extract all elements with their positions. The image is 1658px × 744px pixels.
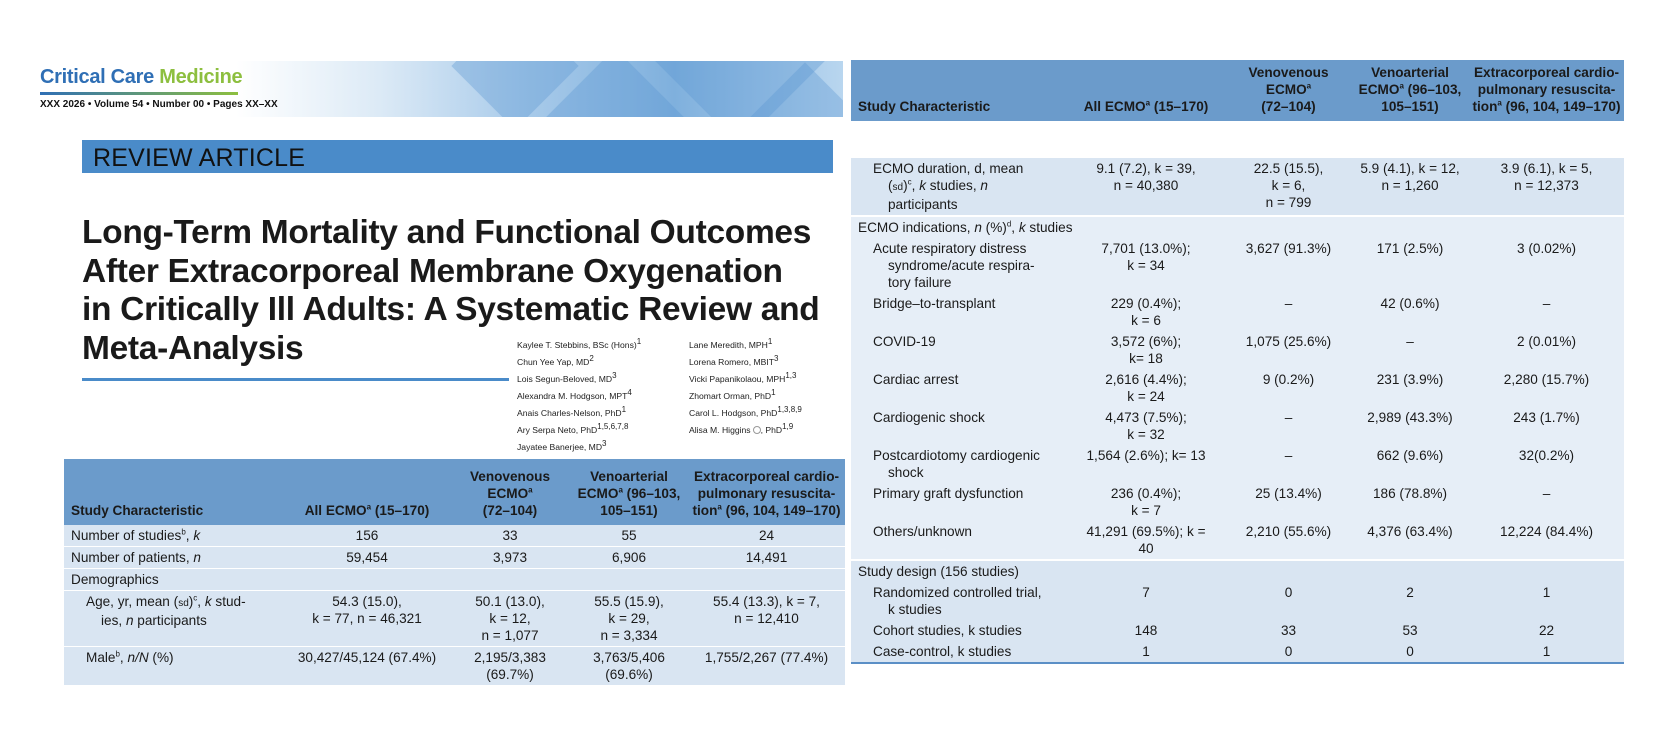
- text-span: syndrome/acute respira-: [888, 258, 1035, 273]
- author: [517, 354, 641, 371]
- text-span: ECMO duration, d, mean: [873, 161, 1024, 176]
- table-section-row: [851, 560, 1624, 582]
- italic-var: n/N: [127, 650, 149, 665]
- journal-logo: [40, 66, 242, 89]
- table-cell: [1066, 521, 1226, 560]
- table-cell: Cohort studies, k studies: [851, 620, 1066, 641]
- text-span: [873, 584, 1042, 618]
- text-line: k= 18: [1129, 351, 1163, 366]
- table-row: [64, 547, 845, 569]
- text-span: All ECMO: [1083, 99, 1146, 114]
- text-span: sd: [178, 598, 189, 609]
- text-line: n = 12,410: [734, 611, 799, 626]
- table-cell: 148: [1066, 620, 1226, 641]
- italic-var: k: [204, 594, 212, 609]
- text-span: Jayatee Banerjee, MD: [517, 442, 603, 452]
- text-span: Age, yr, mean (: [86, 594, 179, 609]
- table-cell: [1066, 483, 1226, 521]
- table-cell: –: [1351, 331, 1469, 369]
- text-line: k = 34: [1127, 258, 1165, 273]
- superscript: c: [907, 177, 912, 187]
- table-row: [851, 238, 1624, 293]
- table-cell: [64, 647, 284, 686]
- table-body: [851, 124, 1624, 663]
- text-span: [873, 240, 1035, 291]
- text-span: Acute respiratory distress: [873, 241, 1027, 256]
- table-cell: [1066, 407, 1226, 445]
- text-span: Venovenous: [469, 469, 551, 484]
- col-header-ecpr: [1469, 60, 1624, 124]
- table-cell: 1: [1469, 582, 1624, 620]
- table-head: [851, 60, 1624, 124]
- text-line: 55.5 (15.9),: [594, 594, 664, 609]
- table-row: [64, 525, 845, 547]
- table-cell: [570, 647, 688, 686]
- text-span: [873, 447, 1040, 481]
- text-line: 9.1 (7.2), k = 39,: [1096, 161, 1196, 176]
- text-span: pulmonary resuscita-: [697, 486, 836, 501]
- table-cell: Others/unknown: [851, 521, 1066, 560]
- text-span: (15–170): [371, 503, 430, 518]
- table-cell: [688, 647, 845, 686]
- text-line: 4,473 (7.5%);: [1105, 410, 1187, 425]
- table-cell: 1: [1066, 641, 1226, 663]
- table-cell: –: [1226, 293, 1351, 331]
- author-list-left: [517, 337, 641, 456]
- table-row: [851, 369, 1624, 407]
- text-line: 54.3 (15.0),: [332, 594, 402, 609]
- text-line: 236 (0.4%);: [1110, 486, 1182, 501]
- table-cell: [851, 158, 1066, 216]
- table-cell: [64, 591, 284, 647]
- text-line: (69.7%): [486, 667, 534, 682]
- table-cell: [851, 124, 1624, 158]
- table-cell: 186 (78.8%): [1351, 483, 1469, 521]
- text-span: k studies: [888, 602, 942, 617]
- text-line: (69.6%): [605, 667, 653, 682]
- text-line: n = 1,260: [1381, 178, 1439, 193]
- table-cell: [1469, 158, 1624, 216]
- text-span: ies,: [101, 613, 126, 628]
- text-span: ,: [197, 594, 205, 609]
- text-line: n = 1,077: [481, 628, 539, 643]
- col-header-vv-ecmo: [450, 459, 570, 525]
- col-header-study: Study Characteristic: [64, 459, 284, 525]
- table-cell: Demographics: [64, 569, 845, 591]
- table-cell: 14,491: [688, 547, 845, 569]
- table-row: [851, 641, 1624, 663]
- table-cell: 662 (9.6%): [1351, 445, 1469, 483]
- italic-var: n: [974, 220, 982, 235]
- text-line: 3.9 (6.1), k = 5,: [1500, 161, 1593, 176]
- col-header-va-ecmo: [1351, 60, 1469, 124]
- text-span: participants: [888, 197, 958, 212]
- superscript: c: [193, 593, 198, 603]
- author: [517, 371, 641, 388]
- table-spacer-row: [851, 124, 1624, 158]
- text-span: (96, 104, 149–170): [721, 503, 841, 518]
- superscript: a: [1145, 98, 1151, 108]
- text-span: (15–170): [1150, 99, 1209, 114]
- table-cell: [284, 591, 450, 647]
- text-line: 55.4 (13.3), k = 7,: [713, 594, 820, 609]
- col-header-study: Study Characteristic: [851, 60, 1066, 124]
- text-line: 7,701 (13.0%);: [1101, 241, 1191, 256]
- text-span: Number of studies: [71, 528, 182, 543]
- text-line: 5.9 (4.1), k = 12,: [1360, 161, 1460, 176]
- table-cell: 1,075 (25.6%): [1226, 331, 1351, 369]
- text-span: (72–104): [482, 503, 538, 518]
- superscript: 3: [612, 371, 617, 381]
- table-cell: 3,627 (91.3%): [1226, 238, 1351, 293]
- table-cell: 32(0.2%): [1469, 445, 1624, 483]
- table-cell: 231 (3.9%): [1351, 369, 1469, 407]
- table-cell: 0: [1226, 641, 1351, 663]
- table-cell: [851, 238, 1066, 293]
- author: [689, 422, 802, 439]
- logo-underline: [40, 92, 238, 95]
- text-line: 2,195/3,383: [474, 650, 546, 665]
- superscript: 1: [771, 388, 776, 398]
- table-cell: 3 (0.02%): [1469, 238, 1624, 293]
- table-cell: 4,376 (63.4%): [1351, 521, 1469, 560]
- col-header-all-ecmo: [1066, 60, 1226, 124]
- text-line: k = 12,: [489, 611, 531, 626]
- table-header-row: [851, 60, 1624, 124]
- text-line: Meta-Analysis: [82, 329, 304, 367]
- superscript: 2: [589, 354, 594, 364]
- text-span: (72–104): [1261, 99, 1316, 114]
- text-span: studies: [1025, 220, 1073, 235]
- superscript: 3: [774, 354, 779, 364]
- author: [517, 422, 641, 439]
- author: [689, 388, 802, 405]
- table-cell: 243 (1.7%): [1469, 407, 1624, 445]
- text-line: k = 24: [1127, 389, 1165, 404]
- text-line: k = 6: [1131, 313, 1161, 328]
- table-cell: 2,210 (55.6%): [1226, 521, 1351, 560]
- table-cell: 12,224 (84.4%): [1469, 521, 1624, 560]
- table-cell: Bridge–to-transplant: [851, 293, 1066, 331]
- text-span: Alexandra M. Hodgson, MPT: [517, 391, 628, 401]
- table-cell: 3,973: [450, 547, 570, 569]
- table-cell: 22: [1469, 620, 1624, 641]
- table-cell: –: [1469, 483, 1624, 521]
- superscript: 1,3,8,9: [777, 405, 802, 415]
- superscript: 4: [627, 388, 632, 398]
- table-cell: 2 (0.01%): [1469, 331, 1624, 369]
- table-section-row: [64, 569, 845, 591]
- text-span: ECMO indications,: [858, 220, 975, 235]
- text-span: ECMO: [487, 486, 529, 501]
- table-cell: 9 (0.2%): [1226, 369, 1351, 407]
- author-list-right: [689, 337, 802, 439]
- table-cell: Primary graft dysfunction: [851, 483, 1066, 521]
- table-cell: [1066, 369, 1226, 407]
- superscript: b: [115, 649, 120, 659]
- table-cell: [851, 216, 1624, 238]
- table-cell: 24: [688, 525, 845, 547]
- table-section-row: [851, 216, 1624, 238]
- text-span: studies,: [925, 178, 981, 193]
- text-span: (96, 104, 149–170): [1501, 99, 1621, 114]
- text-span: Medicine: [159, 66, 243, 88]
- text-span: Chun Yee Yap, MD: [517, 357, 590, 367]
- table-cell: Cardiogenic shock: [851, 407, 1066, 445]
- text-line: in Critically Ill Adults: A Systematic Review and: [82, 291, 820, 328]
- table-cell: 2,989 (43.3%): [1351, 407, 1469, 445]
- table-cell: [64, 547, 284, 569]
- superscript: a: [1306, 81, 1312, 91]
- table-cell: [851, 582, 1066, 620]
- col-header-va-ecmo: [570, 459, 688, 525]
- text-line: 30,427/45,124 (67.4%): [297, 650, 437, 665]
- text-line: n = 40,380: [1113, 178, 1179, 193]
- article-type-banner: [82, 140, 833, 173]
- table-cell: [450, 591, 570, 647]
- superscript: 1: [621, 405, 627, 415]
- table-row: [851, 407, 1624, 445]
- table-cell: 53: [1351, 620, 1469, 641]
- text-line: k = 7: [1131, 503, 1161, 518]
- text-span: (%): [981, 220, 1007, 235]
- table-cell: [1226, 158, 1351, 216]
- table-cell: –: [1226, 445, 1351, 483]
- text-span: Lane Meredith, MPH: [689, 340, 768, 350]
- table-cell: Study design (156 studies): [851, 560, 1624, 582]
- superscript: d: [1006, 219, 1012, 229]
- text-span: 105–151): [600, 503, 658, 518]
- table-row: [64, 591, 845, 647]
- superscript: a: [1399, 81, 1404, 91]
- text-line: n = 3,334: [600, 628, 658, 643]
- col-header-vv-ecmo: [1226, 60, 1351, 124]
- text-span: ECMO: [1265, 82, 1307, 97]
- table-row: [851, 293, 1624, 331]
- text-span: (96–103,: [622, 486, 681, 501]
- table-row: [64, 647, 845, 686]
- text-span: All ECMO: [304, 503, 367, 518]
- text-span: Zhomart Orman, PhD: [689, 391, 772, 401]
- text-line: 50.1 (13.0),: [475, 594, 545, 609]
- superscript: 1: [767, 337, 773, 347]
- author: [689, 405, 802, 422]
- superscript: a: [1497, 98, 1502, 108]
- superscript: a: [717, 502, 722, 512]
- table-row: [851, 582, 1624, 620]
- table-cell: 55: [570, 525, 688, 547]
- text-line: 22.5 (15.5),: [1253, 161, 1324, 176]
- text-span: Extracorporeal cardio-: [1473, 65, 1620, 80]
- table-row: [851, 521, 1624, 560]
- italic-var: k: [919, 178, 926, 193]
- text-span: Male: [86, 650, 116, 665]
- text-span: ECMO duration, d, mean (sd)$^c$, k studies, n participants: [873, 161, 1024, 212]
- table-cell: –: [1469, 293, 1624, 331]
- text-span: Ary Serpa Neto, PhD: [517, 425, 598, 435]
- table-row: [851, 158, 1624, 216]
- table-cell: 25 (13.4%): [1226, 483, 1351, 521]
- text-line: 3,763/5,406: [593, 650, 665, 665]
- text-span: ): [188, 594, 194, 609]
- text-span: Randomized controlled trial,: [873, 585, 1042, 600]
- text-span: stud-: [211, 594, 246, 609]
- table-cell: COVID-19: [851, 331, 1066, 369]
- table-cell: 0: [1226, 582, 1351, 620]
- text-span: participants: [133, 613, 207, 628]
- table-cell: 33: [1226, 620, 1351, 641]
- table-cell: [570, 591, 688, 647]
- table-cell: 0: [1351, 641, 1469, 663]
- text-span: (96–103,: [1403, 82, 1462, 97]
- table-cell: [450, 647, 570, 686]
- article-type-label: REVIEW ARTICLE: [93, 144, 306, 172]
- table-cell: 2: [1351, 582, 1469, 620]
- characteristics-table-part1: [64, 459, 845, 686]
- italic-var: k: [1018, 220, 1026, 235]
- table-row: [851, 620, 1624, 641]
- text-line: k = 6,: [1271, 178, 1306, 193]
- table-row: [851, 445, 1624, 483]
- text-span: (%): [148, 650, 174, 665]
- italic-var: n: [125, 613, 134, 628]
- table-row: [851, 331, 1624, 369]
- text-span: Vicki Papanikolaou, MPH: [689, 374, 786, 384]
- superscript: 1: [636, 337, 642, 347]
- text-line: k = 29,: [608, 611, 650, 626]
- text-span: shock: [888, 465, 924, 480]
- text-span: ECMO: [1358, 82, 1400, 97]
- table-cell: –: [1226, 407, 1351, 445]
- text-span: sd: [892, 182, 904, 193]
- table-cell: 171 (2.5%): [1351, 238, 1469, 293]
- text-span: Venovenous: [1248, 65, 1329, 80]
- text-span: Venoarterial: [590, 469, 668, 484]
- author: [689, 354, 802, 371]
- text-span: pulmonary resuscita-: [1477, 82, 1616, 97]
- text-span: tion: [692, 503, 718, 518]
- italic-var: n: [193, 550, 201, 565]
- journal-issue-line: XXX 2026 • Volume 54 • Number 00 • Pages XX–XX: [40, 99, 278, 110]
- text-span: Postcardiotomy cardiogenic: [873, 448, 1040, 463]
- text-span: Anais Charles-Nelson, PhD: [517, 408, 622, 418]
- table-body: [64, 525, 845, 686]
- text-line: 1,755/2,267 (77.4%): [704, 650, 829, 665]
- italic-var: n: [980, 178, 988, 193]
- text-line: After Extracorporeal Membrane Oxygenation: [82, 252, 783, 290]
- italic-var: k: [193, 528, 201, 543]
- table-head: [64, 459, 845, 525]
- superscript: a: [366, 502, 372, 512]
- text-line: 40: [1138, 541, 1154, 556]
- superscript: 1,9: [782, 422, 794, 432]
- table-cell: [1066, 331, 1226, 369]
- table-cell: [1066, 158, 1226, 216]
- table-header-row: [64, 459, 845, 525]
- superscript: 1,5,6,7,8: [597, 422, 629, 432]
- text-span: Venoarterial: [1371, 65, 1449, 80]
- table-cell: Cardiac arrest: [851, 369, 1066, 407]
- text-line: 41,291 (69.5%); k =: [1086, 524, 1206, 539]
- orcid-icon[interactable]: [753, 426, 761, 434]
- table-cell: [1066, 293, 1226, 331]
- text-span: Lorena Romero, MBIT: [689, 357, 775, 367]
- superscript: 3: [602, 439, 607, 449]
- table-cell: 1,564 (2.6%); k= 13: [1066, 445, 1226, 483]
- table-row: [851, 483, 1624, 521]
- text-line: 2,616 (4.4%);: [1105, 372, 1187, 387]
- text-span: , PhD: [760, 425, 783, 435]
- table-cell: [284, 647, 450, 686]
- col-header-ecpr: [688, 459, 845, 525]
- characteristics-table-part2: [851, 60, 1624, 664]
- text-line: 229 (0.4%);: [1110, 296, 1182, 311]
- table-cell: [851, 445, 1066, 483]
- title-underline: [82, 378, 509, 381]
- text-span: Number of patients,: [71, 550, 194, 565]
- author: [517, 388, 641, 405]
- table-cell: [1066, 238, 1226, 293]
- table-cell: 7: [1066, 582, 1226, 620]
- text-span: 105–151): [1381, 99, 1439, 114]
- text-span: Alisa M. Higgins: [689, 425, 751, 435]
- table-cell: [688, 591, 845, 647]
- table-cell: [1351, 158, 1469, 216]
- text-line: n = 12,373: [1514, 178, 1579, 193]
- text-span: tory failure: [888, 275, 952, 290]
- superscript: a: [528, 485, 533, 495]
- table-cell: 156: [284, 525, 450, 547]
- text-span: Extracorporeal cardio-: [693, 469, 840, 484]
- col-header-all-ecmo: [284, 459, 450, 525]
- text-line: k = 77, n = 46,321: [312, 611, 422, 626]
- table-cell: 33: [450, 525, 570, 547]
- table-cell: 6,906: [570, 547, 688, 569]
- text-span: Kaylee T. Stebbins, BSc (Hons): [517, 340, 637, 350]
- table-cell: 2,280 (15.7%): [1469, 369, 1624, 407]
- text-line: k = 32: [1127, 427, 1165, 442]
- author: [517, 405, 641, 422]
- text-span: Critical Care: [40, 66, 154, 88]
- superscript: 1,3: [785, 371, 797, 381]
- table-cell: 42 (0.6%): [1351, 293, 1469, 331]
- text-span: ,: [119, 650, 128, 665]
- table-cell: 59,454: [284, 547, 450, 569]
- author: [689, 371, 802, 388]
- text-line: Long-Term Mortality and Functional Outcomes: [82, 214, 812, 251]
- text-line: 3,572 (6%);: [1110, 334, 1182, 349]
- text-line: n = 799: [1265, 195, 1312, 210]
- text-span: Lois Segun-Beloved, MD: [517, 374, 613, 384]
- table-cell: Case-control, k studies: [851, 641, 1066, 663]
- author: [689, 337, 802, 354]
- author: [517, 439, 641, 456]
- text-span: ,: [1011, 220, 1019, 235]
- table-cell: 1: [1469, 641, 1624, 663]
- text-span: tion: [1472, 99, 1498, 114]
- author: [517, 337, 641, 354]
- text-span: [86, 593, 246, 629]
- superscript: a: [618, 485, 623, 495]
- superscript: b: [181, 527, 186, 537]
- text-span: Carol L. Hodgson, PhD: [689, 408, 778, 418]
- table-cell: Number of studies$^b$, k: [64, 525, 284, 547]
- text-span: ECMO: [577, 486, 619, 501]
